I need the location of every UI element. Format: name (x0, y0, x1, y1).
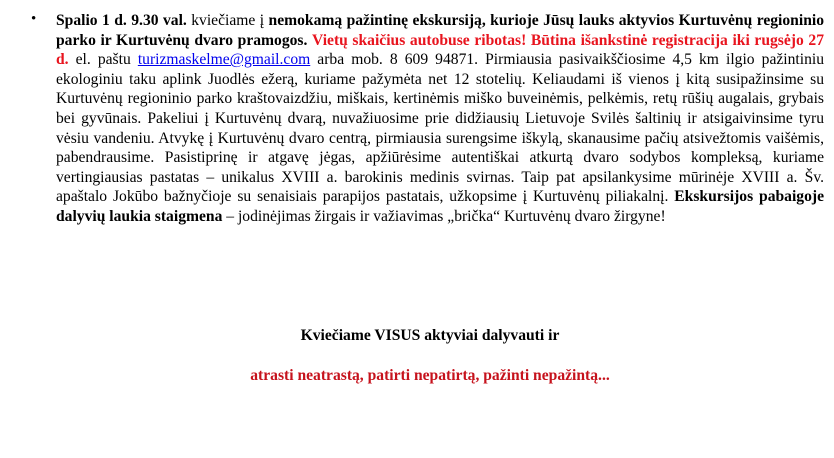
email-link[interactable]: turizmaskelme@gmail.com (137, 51, 311, 69)
invite-text: kviečiame į (186, 12, 269, 29)
description-text: arba mob. 8 609 94871. Pirmiausia pasivaikščiosime 4,5 km ilgio pažintiniu ekologiniu taku aplink Juodlės ežerą, kuriame pažymėta net 12 stotelių. Keliaudami iš vienos į kitą susipažinsime su Kurtuvėnų regioninio parko kraštovaizdžiu, miškais, kertinėmis miško buveinėmis, pelkėmis, retų rūšių augalais, grybais bei gyvūnais. Pakeliui į Kurtuvėnų dvarą, nuvažiuosime prie didžiausių Lietuvoje Svilės šaltinių ir atsigaivinsime tyru vėsiu vandeniu. Atvykę į Kurtuvėnų dvaro centrą, pirmiausia surengsime iškylą, skanausime pačių atsivežtomis vaišėmis, pabendrausime. Pasistiprinę ir atgavę jėgas, apžiūrėsime autentiškai atkurtą dvaro sodybos kompleksą, kuriame vertingiausias pastatas – unikalus XVIII a. barokinis medinis svirnas. Taip pat apsilankysime mūrinėje XVIII a. Šv. apaštalo Jokūbo bažnyčioje su senaisiais parapijos pastatais, užkopsime į Kurtuvėnų piliakalnį. (56, 51, 825, 206)
excursion-paragraph (56, 11, 824, 227)
closing-invitation: Kviečiame VISUS aktyviai dalyvauti ir (300, 327, 560, 344)
surprise-detail-text: – jodinėjimas žirgais ir važiavimas „brička“ Kurtuvėnų dvaro žirgyne! (222, 207, 666, 225)
surprise-text: Ekskursijos pabaigoje dalyvių laukia staigmena (56, 188, 825, 225)
closing-slogan: atrasti neatrastą, patirti nepatirtą, pažinti nepažintą... (250, 367, 610, 384)
registration-warning: Vietų skaičius autobuse ribotas! Būtina išankstinė registracija iki rugsėjo 27 d. (56, 31, 824, 69)
date-time-text: Spalio 1 d. 9.30 val. (56, 12, 187, 29)
email-prefix-text: el. paštu (68, 51, 138, 69)
free-excursion-text: nemokamą pažintinę ekskursiją, kurioje Jūsų lauks aktyvios Kurtuvėnų regioninio parko ir Kurtuvėnų dvaro pramogos. (56, 12, 824, 49)
bullet-marker: • (31, 11, 37, 27)
